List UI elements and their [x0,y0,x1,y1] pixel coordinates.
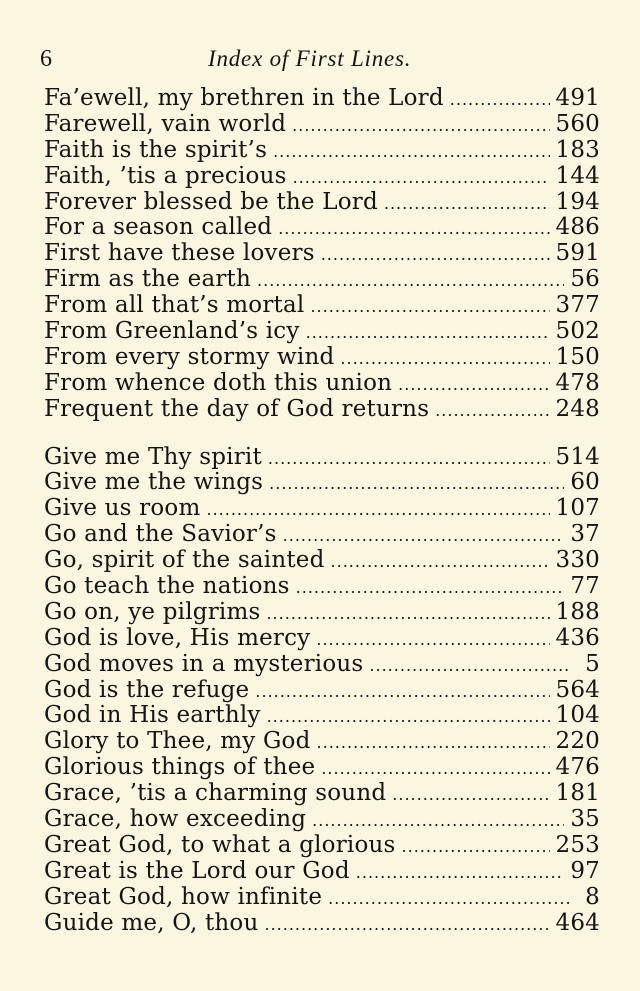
index-entry [44,112,600,138]
first-line-text: Go teach the nations [44,573,290,600]
dot-leader [206,497,549,523]
dot-leader [310,294,549,320]
index-entry [44,781,600,807]
index-entry [44,574,600,600]
index-entry [44,470,600,496]
first-line-text: God in His earthly [44,702,261,729]
hymn-number: 37 [570,521,600,548]
index-entry [44,293,600,319]
dot-leader [312,808,564,834]
hymn-number: 8 [585,883,600,910]
first-line-text: Guide me, O, thou [44,909,259,936]
index-entry [44,371,600,397]
first-line-text: Forever blessed be the Lord [44,188,378,215]
hymn-number: 150 [555,343,600,370]
index-section-f [44,86,600,423]
hymn-number: 253 [555,831,600,858]
first-line-text: Go on, ye pilgrims [44,598,261,625]
first-line-text: From whence doth this union [44,369,393,396]
first-line-text: Glorious things of thee [44,754,316,781]
index-entry [44,652,600,678]
index-entry [44,164,600,190]
hymn-number: 183 [555,136,600,163]
dot-leader [328,886,570,912]
index-entry [44,138,600,164]
first-line-text: Faith is the spirit’s [44,136,268,163]
first-line-text: Farewell, vain world [44,110,287,137]
hymn-number: 486 [555,214,600,241]
first-line-text: God moves in a mysterious [44,650,364,677]
first-line-text: Give me the wings [44,469,264,496]
hymn-number: 56 [570,266,600,293]
dot-leader [384,191,550,217]
hymn-number: 77 [570,573,600,600]
dot-leader [268,446,550,472]
page-number: 6 [40,46,52,72]
index-entry [44,729,600,755]
first-line-text: Go, spirit of the sainted [44,547,325,574]
dot-leader [293,165,550,191]
dot-leader [321,242,550,268]
hymn-number: 35 [570,806,600,833]
dot-leader [316,627,549,653]
dot-leader [317,730,550,756]
index-entry [44,755,600,781]
hymn-number: 104 [555,702,600,729]
first-line-text: Firm as the earth [44,266,252,293]
index-entry [44,190,600,216]
first-line-text: Great God, how infinite [44,883,323,910]
first-line-text: For a season called [44,214,273,241]
index-section-g [44,445,600,937]
dot-leader [306,320,550,346]
dot-leader [283,523,565,549]
index-entry [44,345,600,371]
index-list [44,86,600,937]
first-line-text: Glory to Thee, my God [44,728,311,755]
dot-leader [273,139,549,165]
first-line-text: Fa’ewell, my brethren in the Lord [44,85,444,111]
page-header [40,46,600,76]
first-line-text: Give us room [44,495,201,522]
hymn-number: 478 [555,369,600,396]
dot-leader [356,860,565,886]
dot-leader [255,679,549,705]
hymn-number: 491 [555,85,600,111]
first-line-text: From every stormy wind [44,343,335,370]
first-line-text: Great God, to what a glorious [44,831,396,858]
first-line-text: God is the refuge [44,676,250,703]
first-line-text: Go and the Savior’s [44,521,277,548]
hymn-number: 220 [555,728,600,755]
dot-leader [369,653,570,679]
dot-leader [402,834,550,860]
index-entry [44,626,600,652]
dot-leader [264,912,549,938]
hymn-number: 560 [555,110,600,137]
first-line-text: From all that’s mortal [44,292,305,319]
dot-leader [321,756,549,782]
index-entry [44,397,600,423]
index-entry [44,678,600,704]
index-entry [44,319,600,345]
hymn-number: 181 [555,780,600,807]
dot-leader [257,268,564,294]
index-entry [44,445,600,471]
hymn-number: 188 [555,598,600,625]
dot-leader [435,398,549,424]
dot-leader [266,601,549,627]
hymn-number: 464 [555,909,600,936]
hymn-number: 476 [555,754,600,781]
index-entry [44,267,600,293]
index-entry [44,548,600,574]
index-entry [44,522,600,548]
first-line-text: Frequent the day of God returns [44,395,430,422]
hymn-number: 194 [555,188,600,215]
hymn-number: 107 [555,495,600,522]
index-entry [44,885,600,911]
first-line-text: Great is the Lord our God [44,857,350,884]
dot-leader [269,471,564,497]
hymn-number: 248 [555,395,600,422]
dot-leader [278,216,549,242]
index-entry [44,807,600,833]
hymn-number: 144 [555,162,600,189]
index-entry [44,241,600,267]
running-title: Index of First Lines. [208,46,412,71]
index-entry [44,703,600,729]
hymn-number: 330 [555,547,600,574]
dot-leader [392,782,549,808]
hymn-number: 60 [570,469,600,496]
dot-leader [340,346,549,372]
index-entry [44,911,600,937]
first-line-text: From Greenland’s icy [44,318,300,345]
dot-leader [398,372,549,398]
dot-leader [296,575,565,601]
index-entry [44,86,600,112]
first-line-text: Grace, how exceeding [44,806,307,833]
section-divider [44,423,600,445]
index-entry [44,859,600,885]
hymn-number: 97 [570,857,600,884]
hymn-number: 564 [555,676,600,703]
first-line-text: Give me Thy spirit [44,443,262,470]
first-line-text: Faith, ’tis a precious [44,162,287,189]
hymn-number: 377 [555,292,600,319]
hymn-number: 5 [585,650,600,677]
dot-leader [331,549,550,575]
first-line-text: First have these lovers [44,240,315,267]
dot-leader [450,87,550,113]
index-entry [44,496,600,522]
first-line-text: God is love, His mercy [44,624,311,651]
hymn-number: 436 [555,624,600,651]
index-entry [44,215,600,241]
hymn-number: 591 [555,240,600,267]
hymn-number: 514 [555,443,600,470]
index-entry [44,833,600,859]
hymn-number: 502 [555,318,600,345]
dot-leader [267,704,550,730]
dot-leader [292,113,549,139]
index-entry [44,600,600,626]
first-line-text: Grace, ’tis a charming sound [44,780,387,807]
